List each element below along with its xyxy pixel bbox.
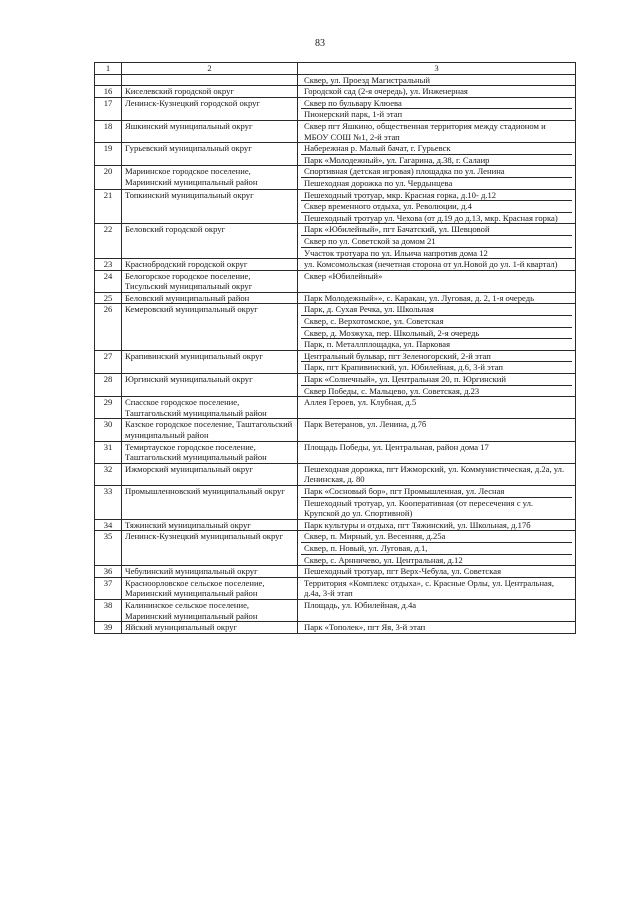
document-table [94,62,576,634]
territory-item: Сквер «Юбилейный» [304,270,383,281]
territory-item: Сквер, д. Мозжуха, пер. Школьный, 2-я очередь [301,327,572,339]
row-number: 35 [95,531,122,566]
row-number: 24 [95,270,122,292]
territory-item: Центральный бульвар, пгт Зеленогорский, 2-й этап [304,350,491,361]
territory-item: Парк «Молодежный», ул. Гагарина, д.38, г. Салаир [301,154,572,166]
municipality-name: Темиртауское городское поселение, Таштагольский муниципальный район [122,441,298,463]
territory-list [298,577,576,599]
table-row [95,397,576,419]
territory-item: Парк, пгт Крапивинский, ул. Юбилейная, д.6, 3-й этап [301,361,572,373]
row-number: 22 [95,224,122,259]
table-row [95,419,576,441]
table-row [95,463,576,485]
table-body [95,63,576,634]
municipality-name: Беловский муниципальный район [122,292,298,304]
territory-list [298,86,576,98]
territory-item: Парк «Юбилейный», пгт Бачатский, ул. Шевцовой [304,224,490,235]
header-cell-2: 2 [122,63,298,75]
territory-item: Площадь, ул. Юбилейная, д.4а [304,599,417,610]
row-number: 29 [95,397,122,419]
municipality-name: Кемеровский муниципальный округ [122,304,298,350]
territory-item: Сквер по бульвару Клюева [304,97,402,108]
territory-item: Парк Ветеранов, ул. Ленина, д.7б [304,419,427,430]
territory-item: Парк, д. Сухая Речка, ул. Школьная [304,304,434,315]
row-number: 21 [95,189,122,224]
territory-list [298,519,576,531]
territory-list [298,304,576,350]
municipality-name: Красноорловское сельское поселение, Мариинский муниципальный район [122,577,298,599]
table-row [95,485,576,519]
municipality-name: Ижморский муниципальный округ [122,463,298,485]
territory-item: ул. Комсомольская (нечетная сторона от ул.Новой до ул. 1-й квартал) [304,259,558,270]
municipality-name: Беловский городской округ [122,224,298,259]
territory-item: Парк «Солнечный», ул. Центральная 20, п. Юргинский [304,374,506,385]
territory-list [298,419,576,441]
territory-list [298,441,576,463]
table-row [95,577,576,599]
table-row [95,566,576,578]
municipality-name: Крапивинский муниципальный округ [122,350,298,373]
row-number: 30 [95,419,122,441]
header-cell-1: 1 [95,63,122,75]
territory-list [298,189,576,224]
territory-item: Городской сад (2-я очередь), ул. Инженерная [304,86,468,97]
municipality-name: Калининское сельское поселение, Мариинский муниципальный район [122,599,298,621]
territory-list [298,97,576,120]
row-number: 18 [95,120,122,142]
row-number: 19 [95,143,122,166]
territory-item: Территория «Комплекс отдыха», с. Красные Орлы, ул. Центральная, д.4а, 3-й этап [304,577,554,599]
header-cell-3: 3 [298,63,576,75]
row-number: 38 [95,599,122,621]
row-number [95,74,122,86]
territory-item: Спортивная (детская игровая) площадка по ул. Ленина [304,166,505,177]
row-number: 17 [95,97,122,120]
municipality-name: Юргинский муниципальный округ [122,374,298,397]
territory-list [298,397,576,419]
territory-item: Парк, п. Металлплощадка, ул. Парковая [301,338,572,350]
territory-item: Парк культуры и отдыха, пгт Тяжинский, ул. Школьная, д.17б [304,519,531,530]
table-row [95,189,576,224]
table-row [95,86,576,98]
territory-item: Сквер, п. Мирный, ул. Весенняя, д.25а [304,531,446,542]
territory-item: Сквер, п. Новый, ул. Луговая, д.1, [301,542,572,554]
territory-item: Пешеходный тротуар ул. Чехова (от д.19 до д.13, мкр. Красная горка) [301,212,572,224]
territory-list [298,463,576,485]
table-row [95,292,576,304]
municipality-name: Яйский муниципальный округ [122,622,298,634]
table-row [95,531,576,566]
territory-list [298,166,576,189]
table-row [95,224,576,259]
territory-item: Сквер по ул. Советской за домом 21 [301,235,572,247]
territory-list [298,485,576,519]
territory-list [298,374,576,397]
municipality-name: Ленинск-Кузнецкий муниципальный округ [122,531,298,566]
territory-item: Парк «Тополек», пгт Яя, 3-й этап [304,622,426,633]
table-row [95,622,576,634]
row-number: 31 [95,441,122,463]
territory-item: Парк Молодежный»», с. Каракан, ул. Луговая, д. 2, 1-я очередь [304,292,535,303]
table-row [95,304,576,350]
territory-list [298,143,576,166]
table-row [95,374,576,397]
municipality-name: Чебулинский муниципальный округ [122,566,298,578]
municipality-name: Тяжинский муниципальный округ [122,519,298,531]
territory-item: Пионерский парк, 1-й этап [301,108,572,120]
table-header-row [95,63,576,75]
territory-item: Сквер временного отдыха, ул. Революции, д.4 [301,200,572,212]
row-number: 25 [95,292,122,304]
territory-list [298,270,576,292]
row-number: 23 [95,259,122,271]
table-row [95,259,576,271]
row-number: 33 [95,485,122,519]
territory-item: Участок тротуара по ул. Ильича напротив дома 12 [301,247,572,259]
table-row [95,599,576,621]
row-number: 34 [95,519,122,531]
table-row [95,97,576,120]
territory-item: Сквер, с. Арнничево, ул. Центральная, д.12 [301,554,572,566]
territory-list [298,224,576,259]
row-number: 16 [95,86,122,98]
table-row [95,441,576,463]
territory-item: Сквер Победы, с. Мальцево, ул. Советская, д.23 [301,385,572,397]
row-number: 28 [95,374,122,397]
table-row [95,350,576,373]
row-number: 27 [95,350,122,373]
territory-item: Пешеходный тротуар, пгт Верх-Чебула, ул. Советская [304,566,502,577]
territory-item: Пешеходная дорожка по ул. Чердынцева [301,177,572,189]
municipality-name: Мариинское городское поселение, Мариинский муниципальный район [122,166,298,189]
territory-list [298,566,576,578]
territory-item: Площадь Победы, ул. Центральная, район дома 17 [304,441,489,452]
table-row [95,166,576,189]
page-number: 83 [315,38,325,49]
territory-list [298,120,576,142]
municipality-name: Киселевский городской округ [122,86,298,98]
territory-item: Парк «Сосновый бор», пгт Промышленная, ул. Лесная [304,485,505,496]
territory-list [298,622,576,634]
territory-item: Сквер, с. Верхотомское, ул. Советская [301,315,572,327]
territory-list [298,292,576,304]
territory-item: Сквер, ул. Проезд Магистральный [304,74,431,85]
territory-list [298,259,576,271]
territory-list [298,531,576,566]
territory-item: Пешеходный тротуар, мкр. Красная горка, д.10- д.12 [304,189,497,200]
municipality-name: Промышленновский муниципальный округ [122,485,298,519]
municipality-name [122,74,298,86]
table-row [95,120,576,142]
row-number: 26 [95,304,122,350]
municipality-name: Гурьевский муниципальный округ [122,143,298,166]
territory-item: Набережная р. Малый бачат, г. Гурьевск [304,143,451,154]
territory-item: Пешеходная дорожка, пгт Ижморский, ул. Коммунистическая, д.2а, ул. Ленинская, д. 80 [304,463,565,485]
territory-item: Сквер пгт Яшкино, общественная территория между стадионом и МБОУ СОШ №1, 2-й этап [304,120,546,142]
row-number: 32 [95,463,122,485]
municipality-name: Спасское городское поселение, Таштагольский муниципальный район [122,397,298,419]
municipality-name: Ленинск-Кузнецкий городской округ [122,97,298,120]
municipality-name: Топкинский муниципальный округ [122,189,298,224]
territory-list [298,350,576,373]
table-row [95,519,576,531]
municipality-name: Краснобродский городской округ [122,259,298,271]
municipality-name: Белогорское городское поселение, Тисульский муниципальный округ [122,270,298,292]
row-number: 37 [95,577,122,599]
table-row [95,143,576,166]
territory-list [298,74,576,86]
territory-list [298,599,576,621]
table-row [95,74,576,86]
row-number: 39 [95,622,122,634]
municipality-name: Казское городское поселение, Таштагольский муниципальный район [122,419,298,441]
territory-item: Аллея Героев, ул. Клубная, д.5 [304,397,417,408]
territory-item: Пешеходный тротуар, ул. Кооперативная (от пересечения с ул. Крупской до ул. Спортивной) [301,497,572,519]
row-number: 20 [95,166,122,189]
municipality-name: Яшкинский муниципальный округ [122,120,298,142]
row-number: 36 [95,566,122,578]
table-row [95,270,576,292]
